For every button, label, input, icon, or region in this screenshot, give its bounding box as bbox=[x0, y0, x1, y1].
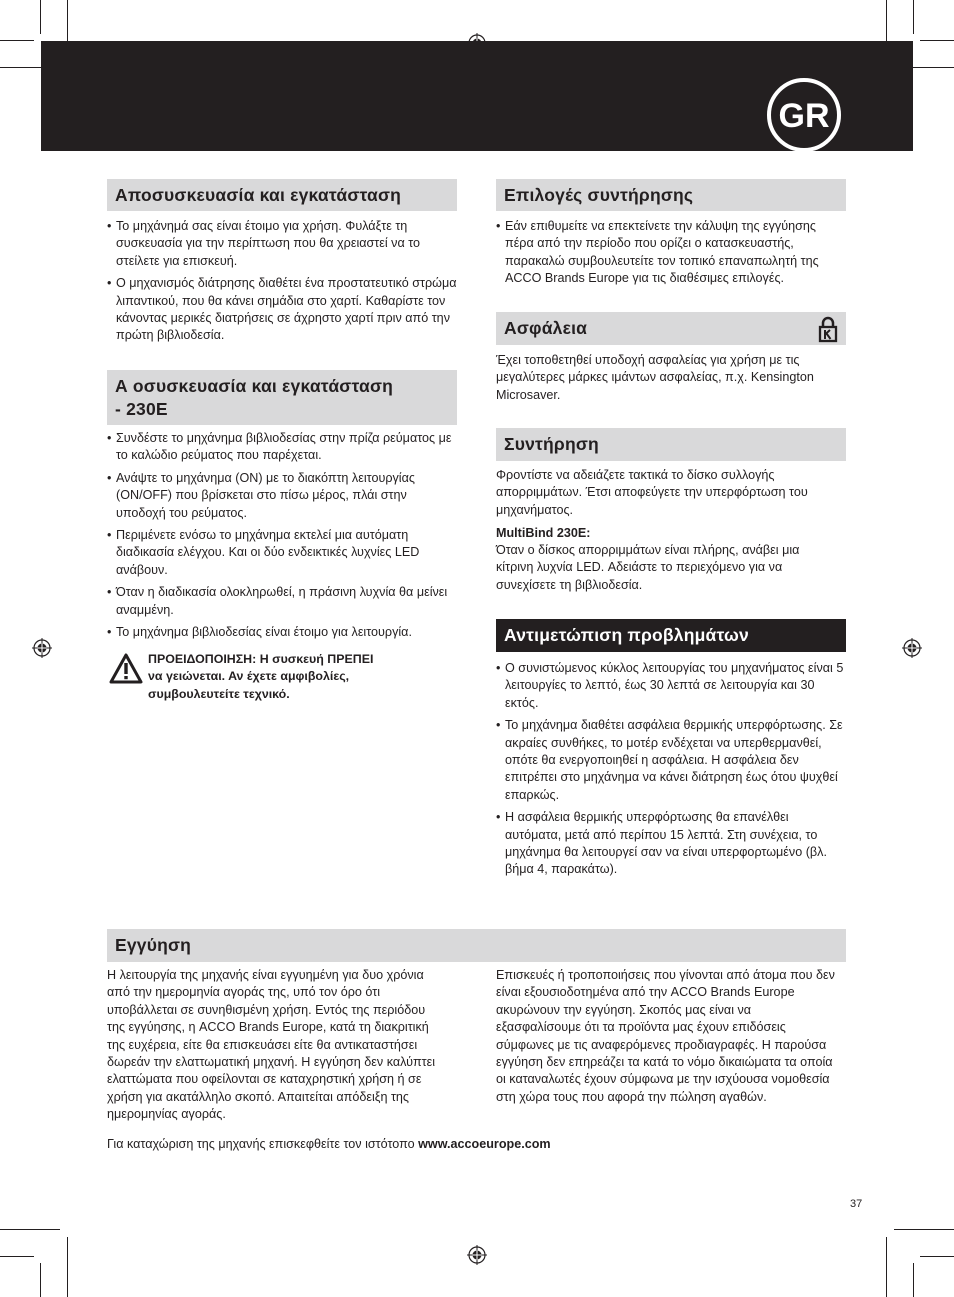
servicing-text-230e: Όταν ο δίσκος απορριμμάτων είναι πλήρης, ανάβει μια κίτρινη λυχνία LED. Αδειάστε το περιεχόμενο για να συνεχίσετε τη βιβλιοδεσία. bbox=[496, 543, 800, 592]
setup-230e-list bbox=[107, 430, 459, 646]
registration-link[interactable]: www.accoeurope.com bbox=[418, 1137, 551, 1151]
grounding-warning bbox=[148, 651, 458, 703]
warranty-text-col1: Η λειτουργία της μηχανής είναι εγγυημένη για δυο χρόνια από την ημερομηνία αγοράς της, υπό τον όρο ότι υποβάλλεται σε συνηθισμένη χρήση. Εντός της περιόδου της εγγύησης, η ACCO Brands Europe, κατά τη διακριτική της ευχέρεια, είτε θα επισκευάσει είτε θα αντικαταστήσει δωρεάν την ελαττωματική μηχανή. Η εγγύηση δεν καλύπτει ελαττώματα που οφείλονται σε καταχρηστική χρήση ή σε χρήση για ακατάλληλο σκοπό. Απαιτείται απόδειξη της ημερομηνίας αγοράς. bbox=[107, 968, 436, 1122]
language-badge-label: GR bbox=[778, 97, 830, 135]
warning-line: ΠΡΟΕΙΔΟΠΟΙΗΣΗ: Η συσκευή ΠΡΕΠΕΙ bbox=[148, 652, 374, 666]
list-item: • Το μηχάνημα βιβλιοδεσίας είναι έτοιμο για λειτουργία. bbox=[107, 624, 459, 641]
list-item: • Το μηχάνημά σας είναι έτοιμο για χρήση. Φυλάξτε τη συσκευασία για την περίπτωση που θα χρειαστεί να το στείλετε για επισκευή. bbox=[107, 218, 459, 270]
warning-line: να γειώνεται. Αν έχετε αμφιβολίες, bbox=[148, 669, 350, 684]
section-heading-unpacking: Αποσυσκευασία και εγκατάσταση bbox=[107, 179, 457, 211]
section-heading-security bbox=[496, 312, 846, 345]
crop-mark bbox=[40, 0, 41, 34]
heading-line: Α οσυσκευασία και εγκατάσταση bbox=[115, 375, 394, 396]
list-item: • Συνδέστε το μηχάνημα βιβλιοδεσίας στην πρίζα ρεύματος με το καλώδιο ρεύματος που παρέχεται. bbox=[107, 430, 459, 465]
warranty-text-col2: Επισκευές ή τροποποιήσεις που γίνονται από άτομα που δεν είναι εξουσιοδοτημένα από την ACCO Brands Europe ακυρώνουν την εγγύηση. Σκοπός μας είναι να εξασφαλίσουμε ότι τα προϊόντα μας έχουν επιδόσεις σύμφωνες με τις αναφερόμενες προδιαγραφές. Η παρούσα εγγύηση δεν επηρεάζει τα κατά το νόμο δικαιώματα τα οποία οι καταναλωτές έχουν σύμφωνα με την ισχύουσα νομοθεσία στη χώρα τους που αφορά την πώληση αγαθών. bbox=[496, 968, 835, 1104]
security-text: Έχει τοποθετηθεί υποδοχή ασφαλείας για χρήση με τις μεγαλύτερες μάρκες ιμάντων ασφαλείας, π.χ. Kensington Microsaver. bbox=[496, 353, 814, 402]
page-number: 37 bbox=[850, 1198, 863, 1210]
list-item: • Ανάψτε το μηχάνημα (ON) με το διακόπτη λειτουργίας (ON/OFF) που βρίσκεται στο πίσω μέρος, πλάι στην υποδοχή του ρεύματος. bbox=[107, 470, 459, 522]
servicing-subheading: MultiBind 230E: bbox=[496, 526, 591, 540]
section-heading-warranty: Εγγύηση bbox=[107, 929, 846, 962]
unpacking-list bbox=[107, 218, 459, 350]
crop-mark bbox=[40, 1263, 41, 1297]
security-lock-icon bbox=[818, 316, 838, 343]
crop-mark bbox=[920, 1256, 954, 1257]
list-item: • Το μηχάνημα διαθέτει ασφάλεια θερμικής υπερφόρτωσης. Σε ακραίες συνθήκες, το μοτέρ ενδέχεται να υπερθερμανθεί, οπότε θα ενεργοποιηθεί η ασφάλεια. Η ασφάλεια δεν επιτρέπει στο μηχάνημα να κάνει διάτρηση έως ότου ψυχθεί επαρκώς. bbox=[496, 717, 848, 804]
crop-mark bbox=[920, 40, 954, 41]
list-item: • Ο συνιστώμενος κύκλος λειτουργίας του μηχανήματος είναι 5 λειτουργίες το λεπτό, έως 30 λεπτά σε λειτουργία και 30 εκτός. bbox=[496, 660, 848, 712]
registration-mark-icon bbox=[467, 1245, 487, 1265]
list-item: • Εάν επιθυμείτε να επεκτείνετε την κάλυψη της εγγύησης πέρα από την περίοδο που ορίζει ο κατασκευαστής, παρακαλώ συμβουλευτείτε τον τοπικό επαναπωλητή της ACCO Brands Europe για τις διαθέσιμες επιλογές. bbox=[496, 218, 848, 288]
crop-mark bbox=[913, 0, 914, 34]
list-item: • Όταν η διαδικασία ολοκληρωθεί, η πράσινη λυχνία θα μείνει αναμμένη. bbox=[107, 584, 459, 619]
list-item: • Η ασφάλεια θερμικής υπερφόρτωσης θα επανέλθει αυτόματα, μετά από περίπου 15 λεπτά. Στη συνέχεια, το μηχάνημα θα λειτουργεί σαν να είναι υπερφορτωμένο (βλ. βήμα 4, παρακάτω). bbox=[496, 809, 848, 879]
heading-text: Ασφάλεια bbox=[504, 318, 588, 338]
section-heading-servicing: Συντήρηση bbox=[496, 428, 846, 461]
servicing-text: Φροντίστε να αδειάζετε τακτικά το δίσκο συλλογής απορριμμάτων. Έτσι αποφεύγετε την υπερφόρτωση του μηχανήματος. bbox=[496, 468, 808, 517]
crop-mark bbox=[0, 1256, 34, 1257]
registration-note bbox=[107, 1136, 807, 1153]
list-item: • Ο μηχανισμός διάτρησης διαθέτει ένα προστατευτικό στρώμα λιπαντικού, που θα κάνει σημάδια στο χαρτί. Καθαρίστε τον κάνοντας μερικές διατρήσεις σε άχρηστο χαρτί πριν από την πρώτη βιβλιοδεσία. bbox=[107, 275, 459, 345]
crop-mark bbox=[0, 1229, 60, 1230]
troubleshooting-list bbox=[496, 660, 848, 884]
crop-mark bbox=[894, 1229, 954, 1230]
crop-mark bbox=[0, 40, 34, 41]
heading-line: - 230E bbox=[115, 398, 168, 419]
section-heading-unpacking-230e bbox=[107, 370, 457, 425]
registration-mark-icon bbox=[902, 638, 922, 658]
list-item: • Περιμένετε ενόσω το μηχάνημα εκτελεί μια αυτόματη διαδικασία ελέγχου. Και οι δύο ενδεικτικές λυχνίες LED ανάβουν. bbox=[107, 527, 459, 579]
warning-triangle-icon bbox=[109, 653, 143, 684]
section-heading-maintenance-options: Επιλογές συντήρησης bbox=[496, 179, 846, 211]
crop-mark bbox=[67, 1237, 68, 1297]
maintenance-options-list bbox=[496, 218, 848, 293]
crop-mark bbox=[886, 1237, 887, 1297]
registration-mark-icon bbox=[32, 638, 52, 658]
section-heading-troubleshooting: Αντιμετώπιση προβλημάτων bbox=[496, 619, 846, 652]
language-badge bbox=[768, 79, 840, 151]
warning-line: συμβουλευτείτε τεχνικό. bbox=[148, 686, 290, 701]
registration-text: Για καταχώριση της μηχανής επισκεφθείτε τον ιστότοπο bbox=[107, 1137, 419, 1151]
crop-mark bbox=[913, 1263, 914, 1297]
